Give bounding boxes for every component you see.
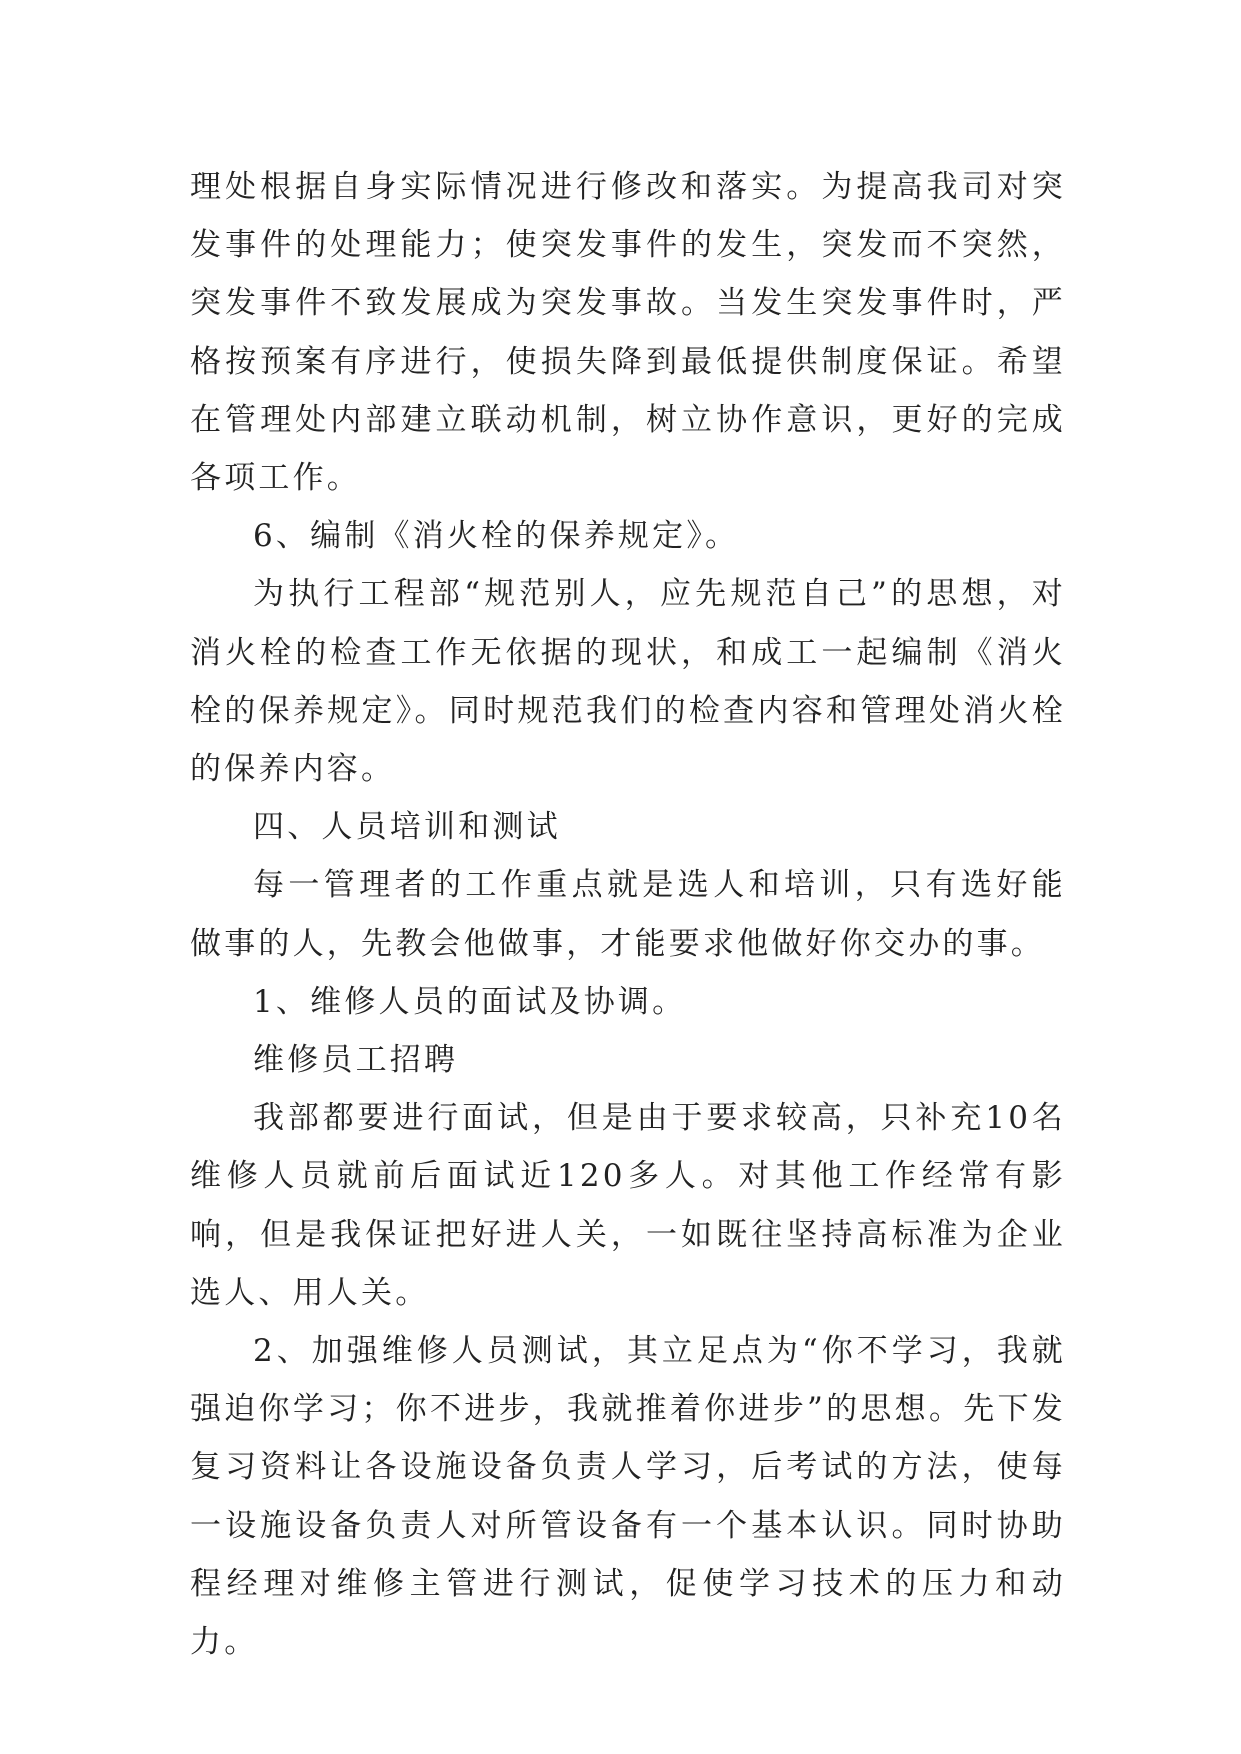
paragraph-interviews: 我部都要进行面试，但是由于要求较高，只补充10名维修人员就前后面试近120多人。对其他工作经常有影响，但是我保证把好进人关，一如既往坚持高标准为企业选人、用人关。: [190, 1100, 1066, 1311]
document-body: [190, 158, 1066, 1671]
paragraph-hydrant-rules: 为执行工程部“规范别人，应先规范自己”的思想，对消火栓的检查工作无依据的现状，和成工一起编制《消火栓的保养规定》。同时规范我们的检查内容和管理处消火栓的保养内容。: [190, 576, 1066, 788]
paragraph-item-1-heading: 1、维修人员的面试及协调。: [253, 983, 687, 1020]
paragraph-recruitment-heading: 维修员工招聘: [253, 1042, 459, 1079]
section-heading-training: 四、人员培训和测试: [253, 809, 561, 846]
paragraph-manager-focus: 每一管理者的工作重点就是选人和培训，只有选好能做事的人，先教会他做事，才能要求他做好你交办的事。: [190, 867, 1066, 962]
paragraph-item-2-testing: 2、加强维修人员测试，其立足点为“你不学习，我就强迫你学习；你不进步，我就推着你进步”的思想。先下发复习资料让各设施设备负责人学习，后考试的方法，使每一设施设备负责人对所管设备有一个基本认识。同时协助程经理对维修主管进行测试，促使学习技术的压力和动力。: [190, 1333, 1066, 1661]
paragraph-item-6-heading: 6、编制《消火栓的保养规定》。: [253, 518, 740, 555]
paragraph-continuation: 理处根据自身实际情况进行修改和落实。为提高我司对突发事件的处理能力；使突发事件的发生，突发而不突然，突发事件不致发展成为突发事故。当发生突发事件时，严格按预案有序进行，使损失降到最低提供制度保证。希望在管理处内部建立联动机制，树立协作意识，更好的完成各项工作。: [190, 169, 1066, 497]
